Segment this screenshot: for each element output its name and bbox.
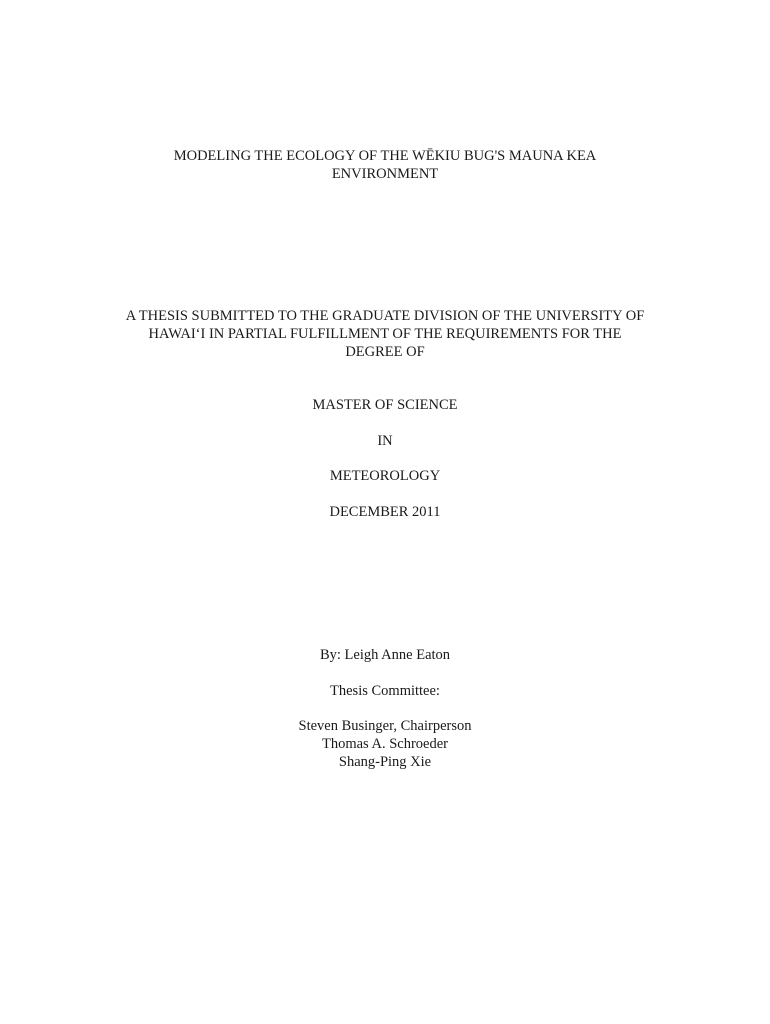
author-byline: By: Leigh Anne Eaton xyxy=(319,647,451,663)
committee-member: Steven Businger, Chairperson xyxy=(298,718,472,734)
degree-date: DECEMBER 2011 xyxy=(329,504,441,520)
thesis-title-line-2: ENVIRONMENT xyxy=(331,166,439,182)
committee-heading: Thesis Committee: xyxy=(330,683,440,699)
thesis-title-line-1: MODELING THE ECOLOGY OF THE WĒKIU BUG'S MAUNA KEA xyxy=(173,148,597,164)
submission-statement-line-1: A THESIS SUBMITTED TO THE GRADUATE DIVISION OF THE UNIVERSITY OF xyxy=(125,308,645,324)
committee-member: Thomas A. Schroeder xyxy=(321,736,449,752)
degree-connector: IN xyxy=(377,433,393,449)
submission-statement-line-2: HAWAIʻI IN PARTIAL FULFILLMENT OF THE REQUIREMENTS FOR THE xyxy=(148,326,622,342)
submission-statement-line-3: DEGREE OF xyxy=(345,344,425,360)
degree-field: METEOROLOGY xyxy=(329,468,441,484)
committee-member: Shang-Ping Xie xyxy=(338,754,432,770)
degree-name: MASTER OF SCIENCE xyxy=(312,397,458,413)
